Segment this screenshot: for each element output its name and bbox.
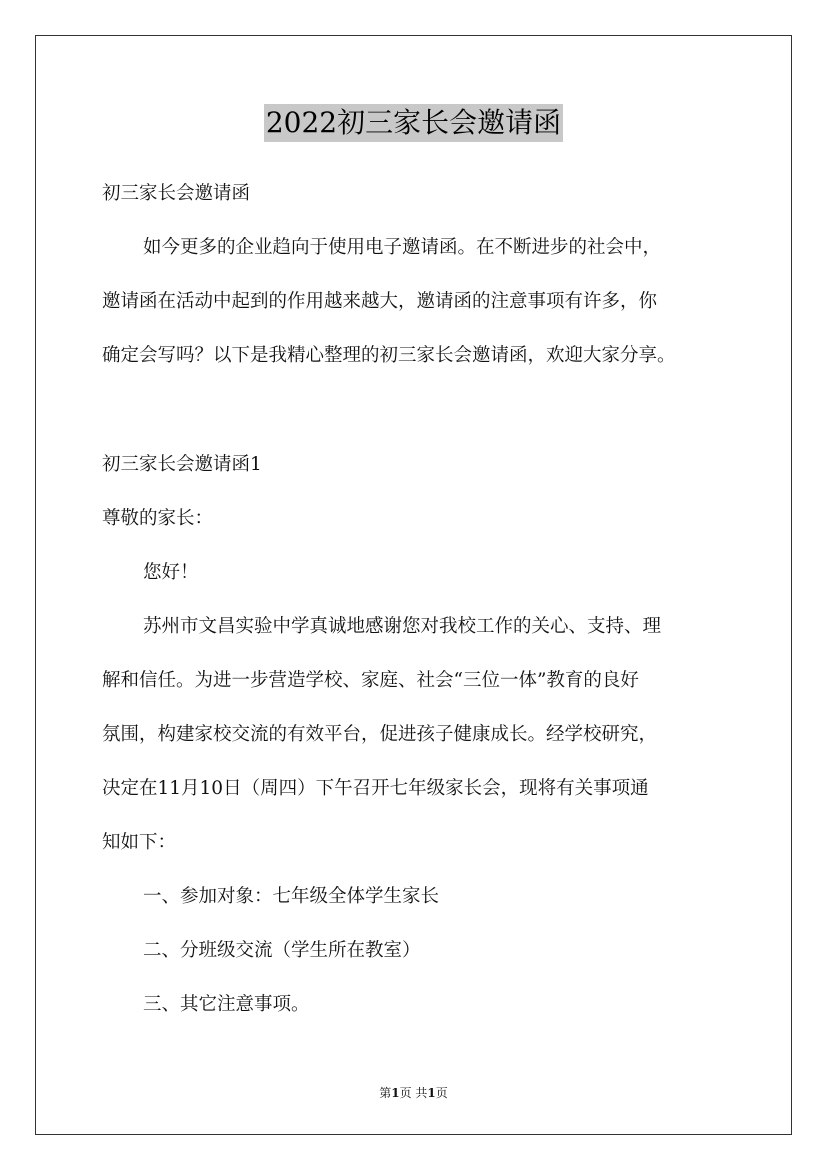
body-paragraph xyxy=(102,615,727,885)
intro-line-2: 邀请函在活动中起到的作用越来越大，邀请函的注意事项有许多，你 xyxy=(102,291,658,312)
intro-line-3: 确定会写吗？以下是我精心整理的初三家长会邀请函，欢迎大家分享。 xyxy=(102,345,676,366)
footer-total-pages: 1 xyxy=(427,1086,436,1100)
footer-suffix: 页 xyxy=(435,1086,448,1100)
title-container xyxy=(0,104,827,142)
footer-current-page: 1 xyxy=(391,1086,400,1100)
section-heading: 初三家长会邀请函1 xyxy=(102,454,262,475)
greeting: 您好！ xyxy=(143,562,199,583)
page-footer xyxy=(0,1084,827,1101)
list-item-3: 三、其它注意事项。 xyxy=(143,994,310,1015)
body-line-2: 解和信任。为进一步营造学校、家庭、社会“三位一体”教育的良好 xyxy=(102,670,639,691)
body-line-3: 氛围，构建家校交流的有效平台，促进孩子健康成长。经学校研究， xyxy=(102,724,658,745)
intro-paragraph xyxy=(102,236,727,398)
list-item-1: 一、参加对象：七年级全体学生家长 xyxy=(143,886,440,907)
body-line-4: 决定在11月10日（周四）下午召开七年级家长会，现将有关事项通 xyxy=(102,778,649,799)
salutation: 尊敬的家长： xyxy=(102,508,214,529)
document-title: 2022初三家长会邀请函 xyxy=(264,104,563,142)
body-line-1: 苏州市文昌实验中学真诚地感谢您对我校工作的关心、支持、理 xyxy=(143,616,662,637)
intro-line-1: 如今更多的企业趋向于使用电子邀请函。在不断进步的社会中， xyxy=(143,237,662,258)
list-item-2: 二、分班级交流（学生所在教室） xyxy=(143,940,421,961)
footer-prefix: 第 xyxy=(379,1086,392,1100)
footer-mid: 页 共 xyxy=(399,1086,428,1100)
body-line-5: 知如下： xyxy=(102,832,177,853)
subtitle: 初三家长会邀请函 xyxy=(102,183,251,204)
